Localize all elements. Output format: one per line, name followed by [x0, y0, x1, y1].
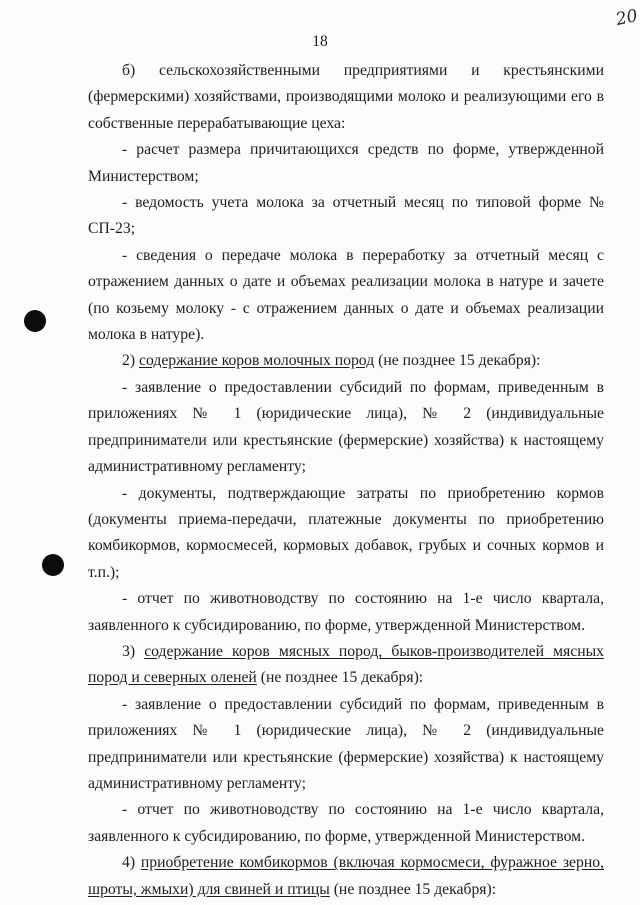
section-deadline: (не позднее 15 декабря):: [378, 352, 541, 370]
page-number: 18: [312, 33, 328, 50]
section-number: 4): [122, 854, 136, 872]
section-deadline: (не позднее 15 декабря):: [260, 669, 424, 687]
section-4-heading: [88, 850, 604, 903]
list-item: - заявление о предоставлении субсидий по формам, приведенным в приложениях № 1 (юридические лица), № 2 (индивидуальные предприниматели или крестьянские (фермерские) хозяйства) к настоящему административному регламенту;: [88, 695, 604, 792]
handwritten-page-mark: 20: [614, 5, 640, 31]
list-item: - отчет по животноводству по состоянию на 1-е число квартала, заявленного к субсидированию, по форме, утвержденной Министерством.: [88, 801, 604, 845]
section-3-heading: [88, 639, 604, 692]
paragraph-b: б) сельскохозяйственными предприятиями и крестьянскими (фермерскими) хозяйствами, производящими молоко и реализующими его в собственные перерабатывающие цеха:: [88, 62, 604, 132]
section-number: 3): [122, 642, 136, 660]
list-item: - ведомость учета молока за отчетный месяц по типовой форме № СП-23;: [88, 194, 604, 238]
list-item: - сведения о передаче молока в переработку за отчетный месяц с отражением данных о дате и объемах реализации молока в натуре и зачете (по козьему молоку - с отражением данных о дате и объемах реализации молока в натуре).: [88, 246, 604, 344]
document-body: [88, 58, 604, 903]
punch-hole: [24, 310, 46, 332]
list-item: - заявление о предоставлении субсидий по формам, приведенным в приложениях № 1 (юридические лица), № 2 (индивидуальные предприниматели или крестьянские (фермерские) хозяйства) к настоящему административному регламенту;: [88, 378, 604, 476]
punch-hole: [42, 554, 64, 576]
list-item: - отчет по животноводству по состоянию на 1-е число квартала, заявленного к субсидированию, по форме, утвержденной Министерством.: [88, 590, 604, 634]
section-title: приобретение комбикормов (включая кормосмеси, фуражное зерно, шроты, жмыхи) для свиней и птицы: [88, 854, 604, 898]
section-number: 2): [122, 352, 136, 370]
section-2-heading: [88, 348, 604, 374]
list-item: - документы, подтверждающие затраты по приобретению кормов (документы приема-передачи, платежные документы по приобретению комбикормов, кормосмесей, кормовых добавок, грубых и сочных кормов и т.п.);: [88, 484, 604, 581]
section-title: содержание коров мясных пород, быков-производителей мясных пород и северных оленей: [88, 642, 604, 687]
list-item: - расчет размера причитающихся средств по форме, утвержденной Министерством;: [88, 141, 604, 185]
section-title: содержание коров молочных пород: [139, 352, 375, 370]
section-deadline: (не позднее 15 декабря):: [333, 880, 497, 898]
